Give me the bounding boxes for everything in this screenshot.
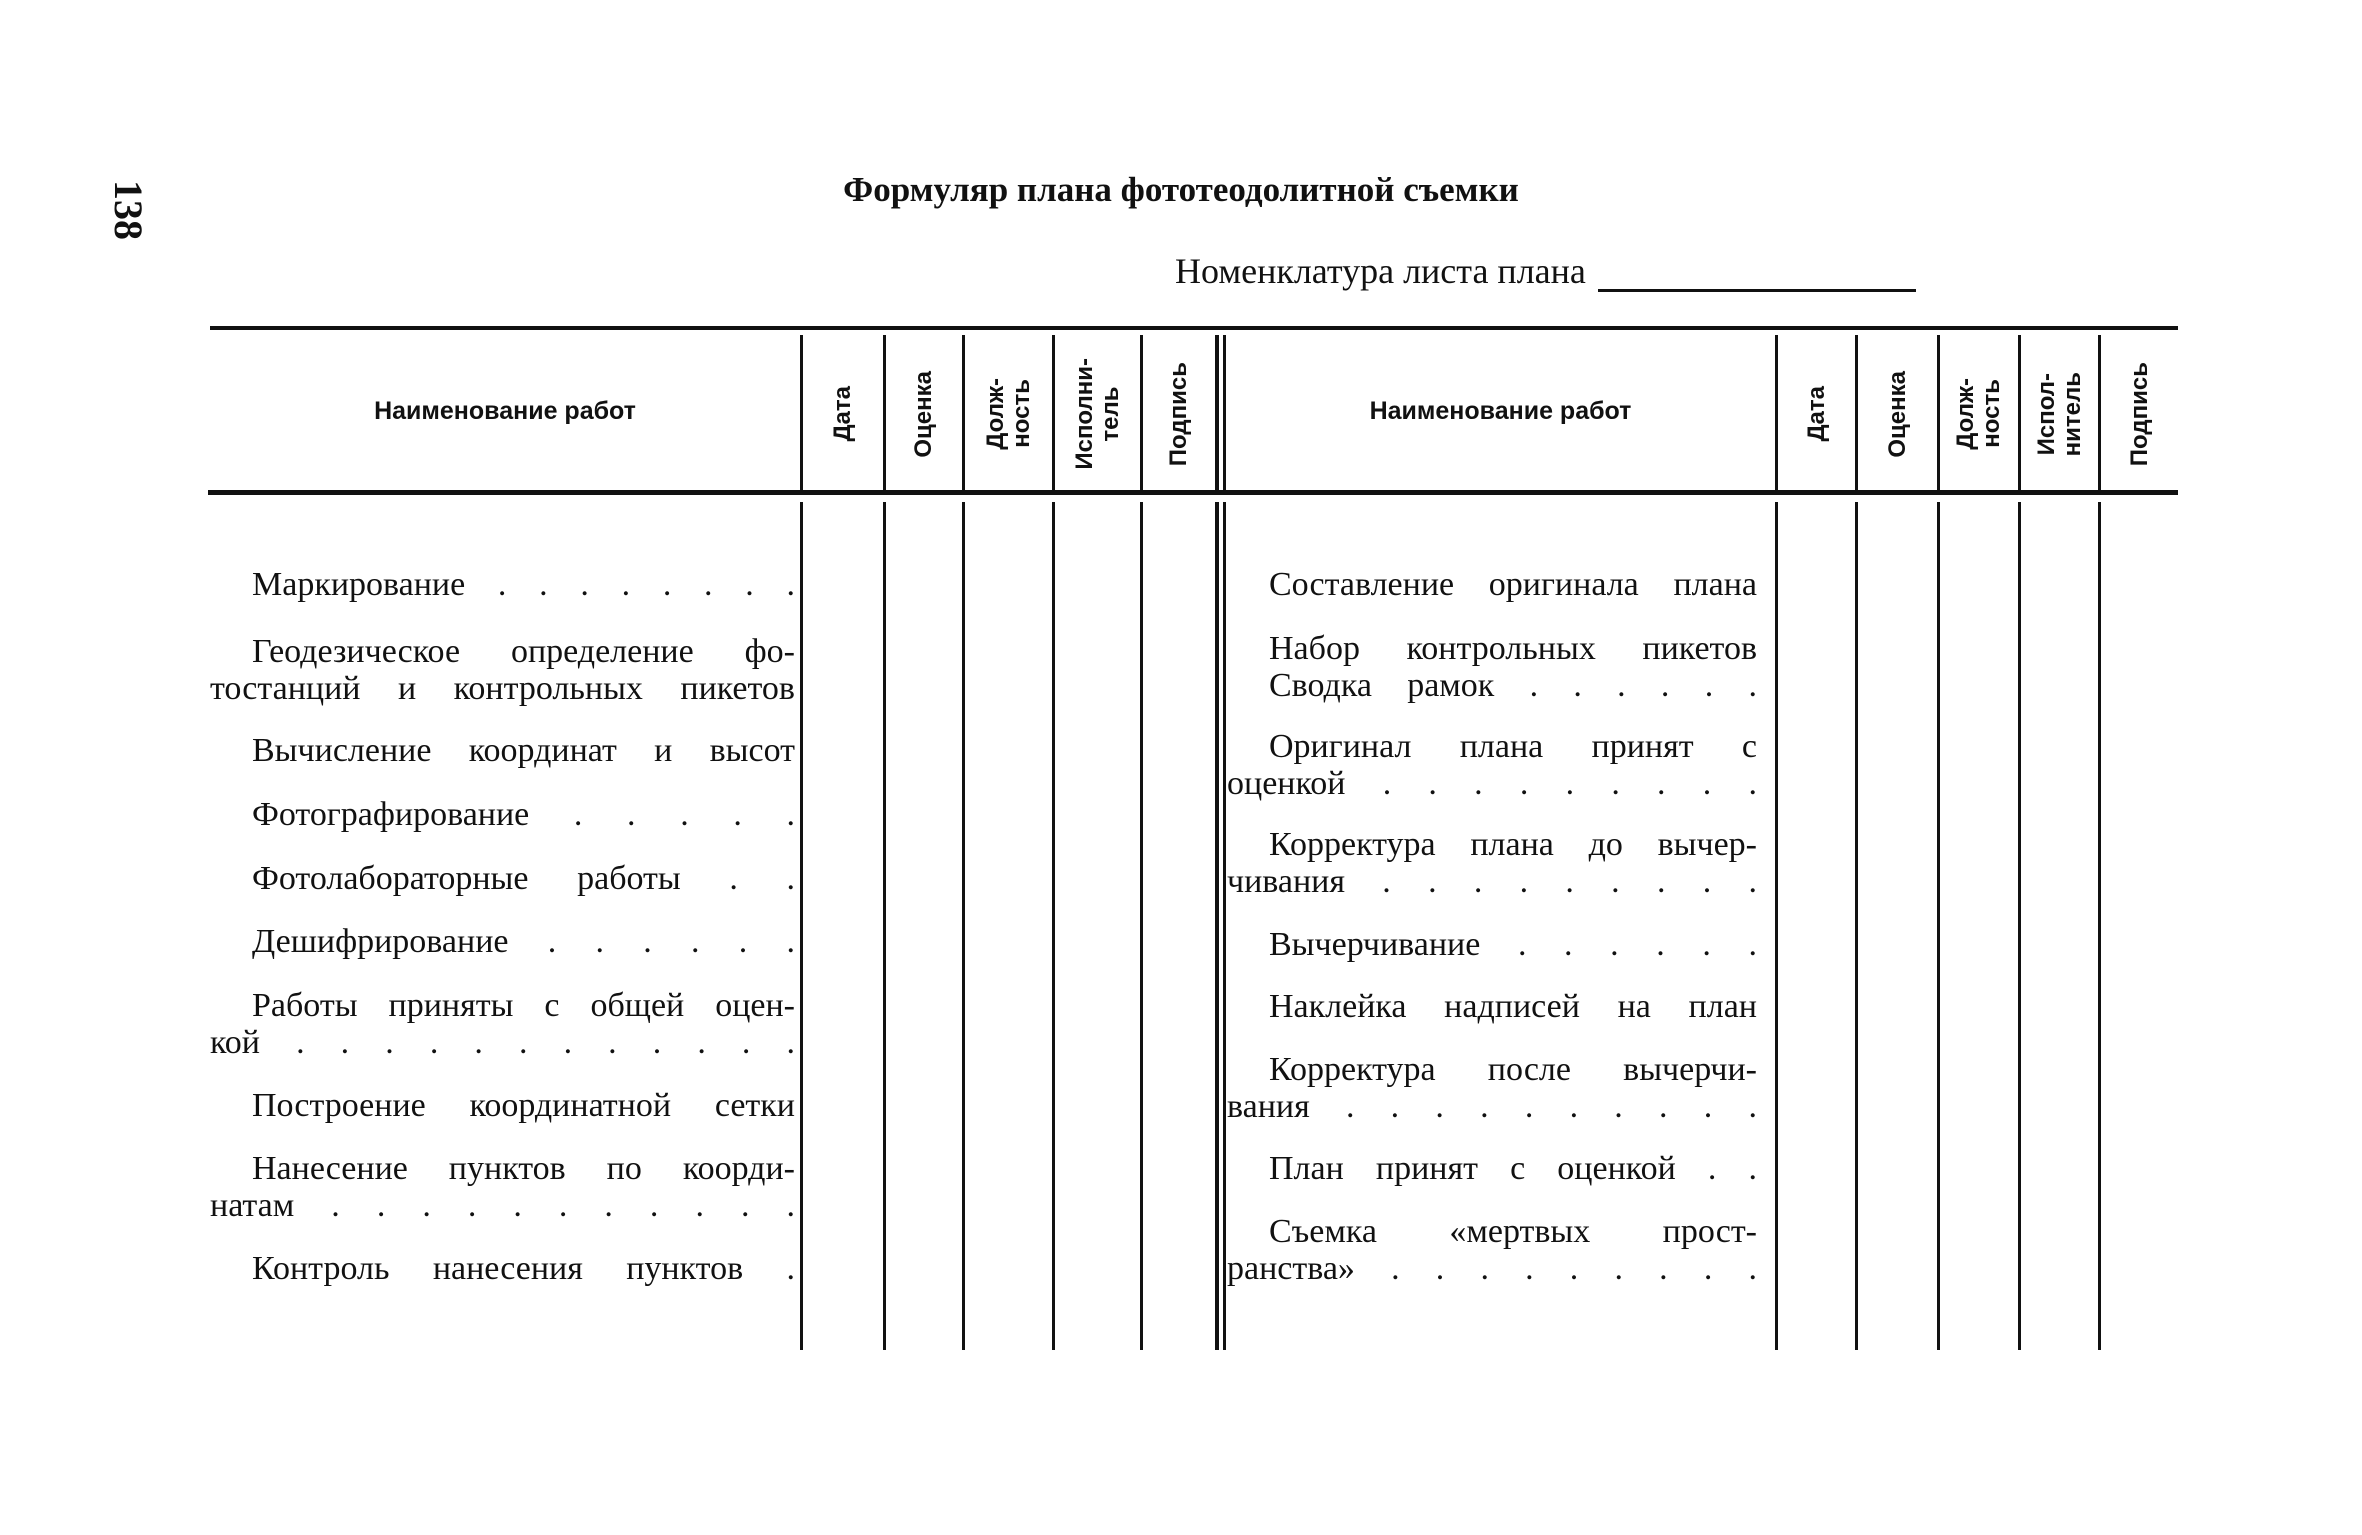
column-line	[2098, 502, 2101, 1350]
work-item-right: Набор контрольных пикетов Сводка рамок . . . . . .	[1269, 630, 1757, 704]
work-item-left: Маркирование . . . . . . . .	[252, 566, 795, 603]
column-line	[2018, 502, 2021, 1350]
center-double-line	[1223, 502, 1226, 1350]
column-line	[1855, 502, 1858, 1350]
header-performer-right: Испол- нитель	[2032, 371, 2086, 457]
header-performer-left: Исполни- тель	[1070, 358, 1124, 470]
header-date-left: Дата	[829, 386, 856, 442]
column-line	[883, 502, 886, 1350]
header-grade-right: Оценка	[1883, 370, 1911, 458]
header-works-name-right: Наименование работ	[1369, 397, 1632, 425]
work-item-left: Работы приняты с общей оцен- кой . . . . . . . . . . . .	[210, 987, 795, 1061]
work-item-left: Контроль нанесения пунктов .	[252, 1250, 795, 1287]
work-item-left: Вычисление координат и высот	[252, 732, 795, 769]
table-header-rule	[208, 490, 2178, 495]
work-item-left: Фотографирование . . . . .	[252, 796, 795, 833]
work-item-left: Нанесение пунктов по коорди- натам . . . . . . . . . . .	[210, 1150, 795, 1224]
header-works-name-left: Наименование работ	[374, 397, 636, 425]
work-item-right: Оригинал плана принят с оценкой . . . . . . . . .	[1227, 728, 1757, 802]
work-item-right: Вычерчивание . . . . . .	[1269, 926, 1757, 963]
work-item-right: Наклейка надписей на план	[1269, 988, 1757, 1025]
page-number: 138	[106, 180, 151, 240]
column-line	[1775, 502, 1778, 1350]
work-item-left: Геодезическое определение фо- тостанций и контрольных пикетов	[210, 633, 795, 707]
header-date-right: Дата	[1802, 386, 1830, 442]
header-center-divider	[1215, 335, 1219, 490]
work-item-left: Фотолабораторные работы . .	[252, 860, 795, 897]
column-line	[1937, 502, 1940, 1350]
work-item-right: Корректура плана до вычер- чивания . . . . . . . . .	[1227, 826, 1757, 900]
nomenclature-label: Номенклатура листа плана	[1175, 251, 1586, 291]
work-item-left: Дешифрирование . . . . . .	[252, 923, 795, 960]
work-item-left: Построение координатной сетки	[252, 1087, 795, 1124]
column-line	[1052, 502, 1055, 1350]
column-line	[1140, 502, 1143, 1350]
nomenclature-line	[1175, 250, 1916, 292]
form-title: Формуляр плана фототеодолитной съемки	[843, 170, 1519, 209]
work-item-right: Съемка «мертвых прост- ранства» . . . . . . . . .	[1227, 1213, 1757, 1287]
header-signature-left: Подпись	[1165, 361, 1192, 467]
header-position-left: Долж- ность	[981, 378, 1035, 450]
work-item-right: Составление оригинала плана	[1269, 566, 1757, 603]
header-grade-left: Оценка	[910, 370, 937, 458]
work-item-right: Корректура после вычерчи- вания . . . . . . . . . .	[1227, 1051, 1757, 1125]
nomenclature-blank-field	[1598, 259, 1916, 292]
column-line	[962, 502, 965, 1350]
header-signature-right: Подпись	[2125, 361, 2153, 467]
center-double-line	[1215, 502, 1219, 1350]
table-top-rule	[210, 326, 2178, 330]
header-position-right: Долж- ность	[1952, 378, 2005, 450]
work-item-right: План принят с оценкой . .	[1269, 1150, 1757, 1187]
column-line	[800, 502, 803, 1350]
